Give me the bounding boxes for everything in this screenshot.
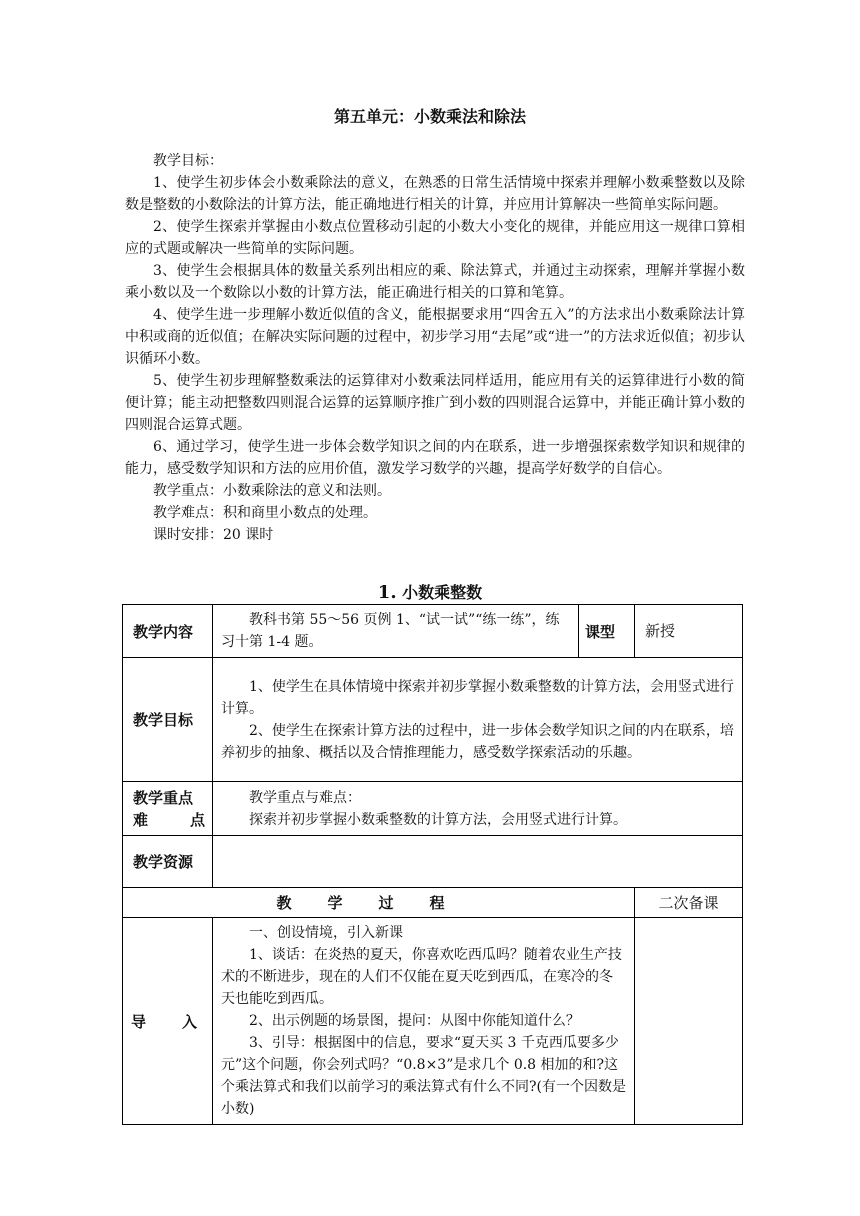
difficulty: 教学难点：积和商里小数点的处理。: [153, 505, 377, 521]
key-label-char: 点: [189, 810, 205, 829]
key-heading: 教学重点与难点：: [249, 789, 361, 806]
goal-item: 3、使学生会根据具体的数量关系列出相应的乘、除法算式，并通过主动探索，理解并掌握小数乘小数以及一个数除以小数的计算方法，能正确进行相关的口算和笔算。: [125, 263, 745, 301]
prep-heading: 二次备课: [635, 888, 743, 918]
resources-value: [213, 836, 743, 888]
key-point: 教学重点：小数乘除法的意义和法则。: [153, 483, 391, 499]
schedule: 课时安排：20 课时: [153, 527, 274, 543]
key-label-char: 难: [133, 810, 149, 829]
prep-cell: [635, 918, 743, 1125]
lesson-title-text: 小数乘整数: [402, 583, 483, 602]
lesson-goal: 1、使学生在具体情境中探索并初步掌握小数乘整数的计算方法，会用竖式进行计算。: [221, 678, 734, 717]
intro-label-char: 入: [181, 1012, 197, 1031]
process-heading: 教学过程: [123, 888, 635, 918]
goal-item: 1、使学生初步体会小数乘除法的意义，在熟悉的日常生活情境中探索并理解小数乘整数以及除数是整数的小数除法的计算方法，能正确地进行相关的计算，并应用计算解决一些简单实际问题。: [125, 175, 745, 213]
lesson-number: 1.: [377, 582, 397, 603]
content-text: 教科书第 55～56 页例 1、“试一试”“练一练”，练习十第 1-4 题。: [221, 612, 560, 650]
intro-label-char: 导: [131, 1012, 147, 1031]
key-cell: [213, 782, 743, 836]
lesson-goal: 2、使学生在探索计算方法的过程中，进一步体会数学知识之间的内在联系，培养初步的抽象、概括以及合情推理能力，感受数学探索活动的乐趣。: [221, 722, 734, 761]
goals-cell: [213, 658, 743, 782]
type-label: 课型: [579, 605, 635, 658]
goal-item: 2、使学生探索并掌握由小数点位置移动引起的小数大小变化的规律，并能应用这一规律口算相应的式题或解决一些简单的实际问题。: [125, 219, 745, 257]
lesson-title: [0, 580, 860, 603]
resources-label: 教学资源: [123, 836, 213, 888]
intro-content: [213, 918, 635, 1125]
intro-line: 3、引导：根据图中的信息，要求“夏天买 3 千克西瓜要多少元”这个问题，你会列式吗？“0.8×3”是求几个 0.8 相加的和?这个乘法算式和我们以前学习的乘法算式有什么不同?(有一个因数是小数): [221, 1035, 626, 1117]
intro-line: 2、出示例题的场景图，提问：从图中你能知道什么？: [249, 1013, 580, 1029]
goal-item: 4、使学生进一步理解小数近似值的含义，能根据要求用“四舍五入”的方法求出小数乘除法计算中积或商的近似值；在解决实际问题的过程中，初步学习用“去尾”或“进一”的方法求近似值；初步认识循环小数。: [125, 307, 745, 367]
unit-intro: [125, 150, 745, 546]
type-value: 新授: [635, 605, 743, 658]
intro-line: 1、谈话：在炎热的夏天，你喜欢吃西瓜吗？随着农业生产技术的不断进步，现在的人们不仅能在夏天吃到西瓜，在寒冷的冬天也能吃到西瓜。: [221, 947, 622, 1007]
table-row: [123, 918, 743, 1125]
goal-item: 6、通过学习，使学生进一步体会数学知识之间的内在联系，进一步增强探索数学知识和规律的能力，感受数学知识和方法的应用价值，激发学习数学的兴趣，提高学好数学的自信心。: [125, 439, 745, 477]
intro-line: 一、创设情境，引入新课: [249, 925, 403, 941]
content-label: 教学内容: [123, 605, 213, 658]
page-title: 第五单元：小数乘法和除法: [333, 107, 526, 126]
table-row: [123, 836, 743, 888]
table-row: [123, 782, 743, 836]
key-label: [123, 782, 213, 836]
key-text: 探索并初步掌握小数乘整数的计算方法，会用竖式进行计算。: [249, 811, 627, 828]
table-row: [123, 605, 743, 658]
goals-heading: 教学目标：: [153, 153, 223, 169]
lesson-plan-table: [122, 604, 743, 1125]
goal-item: 5、使学生初步理解整数乘法的运算律对小数乘法同样适用，能应用有关的运算律进行小数的简便计算；能主动把整数四则混合运算的运算顺序推广到小数的四则混合运算中，并能正确计算小数的四则混合运算式题。: [125, 373, 745, 433]
table-row: [123, 888, 743, 918]
key-label-line1: 教学重点: [133, 788, 194, 807]
intro-label-cell: [123, 918, 213, 1125]
goals-label: 教学目标: [123, 658, 213, 782]
table-row: [123, 658, 743, 782]
content-cell: [213, 605, 579, 658]
